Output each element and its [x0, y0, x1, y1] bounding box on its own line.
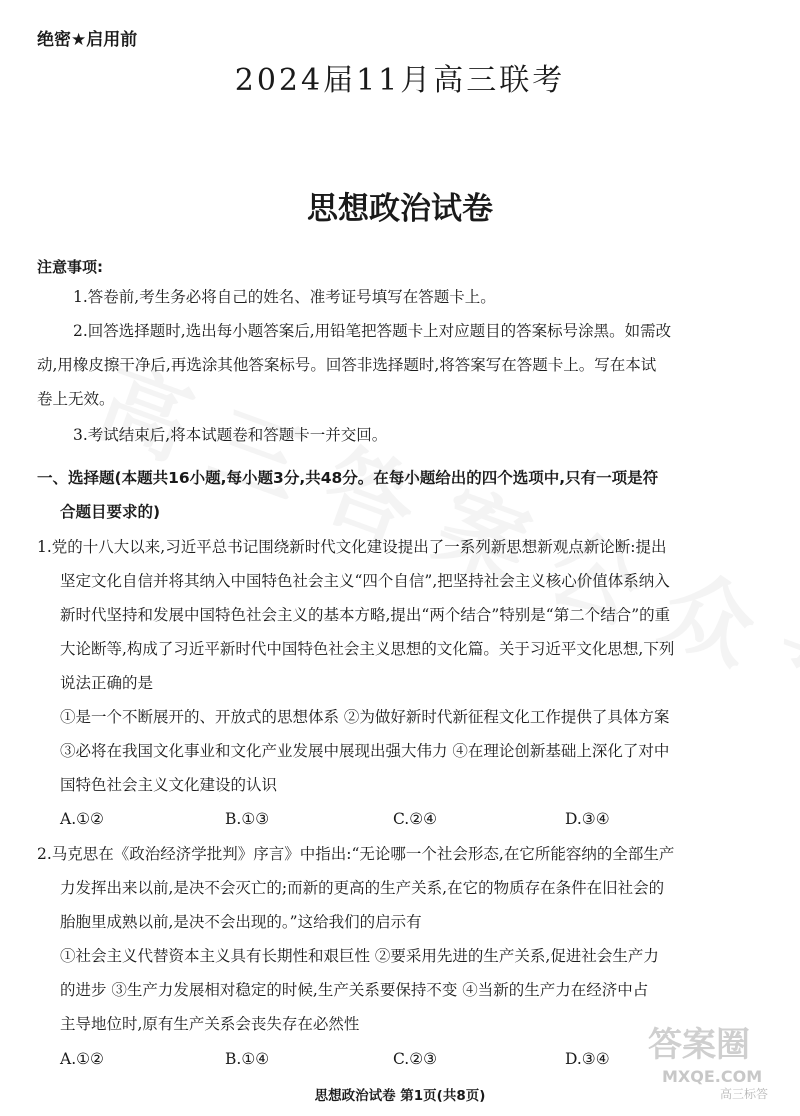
q2-option-c: C.②③ — [393, 1050, 438, 1068]
q1-line-6: ①是一个不断展开的、开放式的思想体系 ②为做好新时代新征程文化工作提供了具体方案 — [60, 708, 670, 726]
exam-title: 2024届11月高三联考 — [234, 63, 566, 98]
q2-line-2: 力发挥出来以前,是决不会灭亡的;而新的更高的生产关系,在它的物质存在条件在旧社会的 — [60, 879, 665, 897]
notice-line-1: 1.答卷前,考生务必将自己的姓名、准考证号填写在答题卡上。 — [73, 288, 496, 306]
q1-option-d: D.③④ — [565, 810, 610, 828]
notice-line-5: 3.考试结束后,将本试题卷和答题卡一并交回。 — [73, 426, 388, 444]
q1-option-a: A.①② — [60, 810, 104, 828]
watermark-logo-url: MXQE.COM — [662, 1067, 763, 1086]
watermark-logo-sub: 高三标答 — [720, 1087, 769, 1100]
page-footer: 思想政治试卷 第1页(共8页) — [314, 1088, 486, 1104]
q1-line-1: 1.党的十八大以来,习近平总书记围绕新时代文化建设提出了一系列新思想新观点新论断:提出 — [37, 538, 667, 556]
watermark-logo-text: 答案圈 — [648, 1025, 750, 1065]
section-heading-line-2: 合题目要求的) — [60, 503, 161, 521]
q1-option-c: C.②④ — [393, 810, 438, 828]
q2-line-1: 2.马克思在《政治经济学批判》序言》中指出:“无论哪一个社会形态,在它所能容纳的全部生产 — [37, 845, 675, 863]
q2-option-d: D.③④ — [565, 1050, 610, 1068]
q2-option-b: B.①④ — [225, 1050, 270, 1068]
q2-option-a: A.①② — [60, 1050, 104, 1068]
q2-line-5: 的进步 ③生产力发展相对稳定的时候,生产关系要保持不变 ④当新的生产力在经济中占 — [60, 981, 649, 999]
q1-option-b: B.①③ — [225, 810, 270, 828]
q2-line-3: 胎胞里成熟以前,是决不会出现的。”这给我们的启示有 — [60, 913, 422, 931]
q1-line-4: 大论断等,构成了习近平新时代中国特色社会主义思想的文化篇。关于习近平文化思想,下列 — [60, 640, 675, 658]
section-heading-line-1: 一、选择题(本题共16小题,每小题3分,共48分。在每小题给出的四个选项中,只有一项是符 — [37, 469, 659, 487]
notice-line-4: 卷上无效。 — [37, 390, 115, 408]
notice-heading: 注意事项: — [37, 258, 103, 276]
q1-line-8: 国特色社会主义文化建设的认识 — [60, 776, 278, 794]
notice-line-3: 动,用橡皮擦干净后,再选涂其他答案标号。回答非选择题时,将答案写在答题卡上。写在本试 — [37, 356, 657, 374]
notice-line-2: 2.回答选择题时,选出每小题答案后,用铅笔把答题卡上对应题目的答案标号涂黑。如需改 — [73, 322, 672, 340]
q1-line-5: 说法正确的是 — [60, 674, 154, 692]
q1-line-2: 坚定文化自信并将其纳入中国特色社会主义“四个自信”,把坚持社会主义核心价值体系纳入 — [60, 572, 670, 590]
confidential-label: 绝密★启用前 — [37, 30, 138, 50]
q1-line-7: ③必将在我国文化事业和文化产业发展中展现出强大伟力 ④在理论创新基础上深化了对中 — [60, 742, 670, 760]
subject-title: 思想政治试卷 — [307, 191, 493, 227]
q2-line-4: ①社会主义代替资本主义具有长期性和艰巨性 ②要采用先进的生产关系,促进社会生产力 — [60, 947, 659, 965]
q2-line-6: 主导地位时,原有生产关系会丧失存在必然性 — [60, 1015, 360, 1033]
q1-line-3: 新时代坚持和发展中国特色社会主义的基本方略,提出“两个结合”特别是“第二个结合”的重 — [60, 606, 671, 624]
watermark-logo — [640, 1020, 790, 1100]
